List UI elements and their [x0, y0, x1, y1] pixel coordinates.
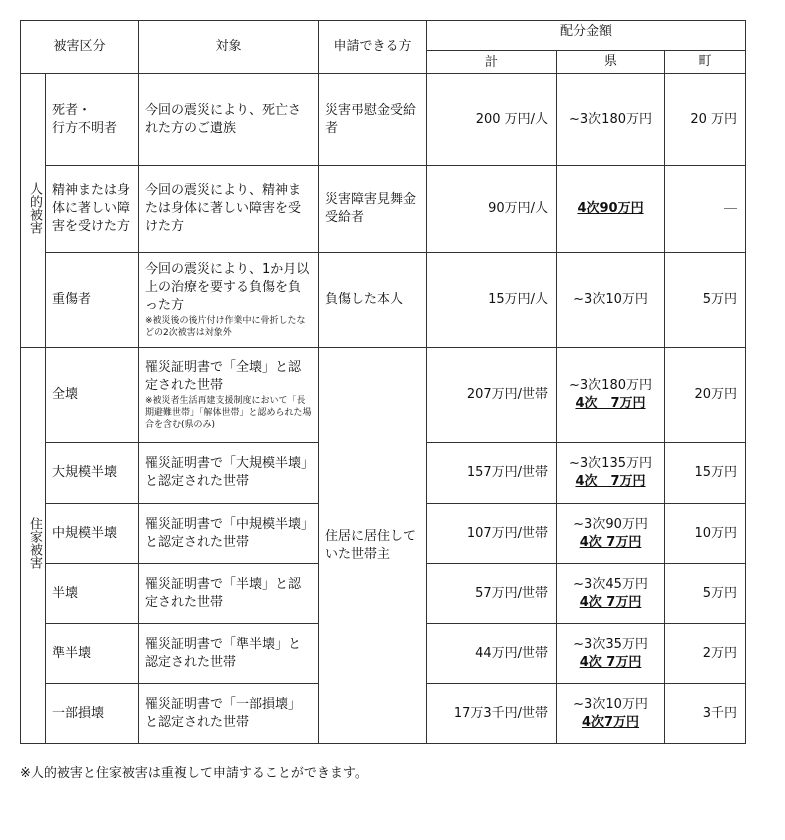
- applicant-cell: 災害障害見舞金受給者: [319, 166, 427, 253]
- damage-class-label: 中規模半壊: [52, 525, 118, 541]
- damage-class-label: 行方不明者: [52, 120, 118, 136]
- header-amount: 配分金額: [427, 21, 746, 51]
- target-text: 罹災証明書で「準半壊」と認定された世帯: [145, 636, 302, 670]
- total-amount: 207万円/世帯: [427, 348, 557, 443]
- prefecture-line: 4次 7万円: [575, 474, 646, 489]
- prefecture-line: ~3次90万円: [573, 516, 648, 532]
- header-category: 被害区分: [21, 21, 139, 74]
- damage-class-cell: [46, 443, 139, 504]
- table-row: [21, 348, 746, 443]
- prefecture-line: 4次7万円: [581, 714, 640, 730]
- prefecture-amount: [557, 166, 665, 253]
- town-amount: 3千円: [665, 684, 746, 744]
- prefecture-line: 4次 7万円: [575, 396, 646, 411]
- damage-class-cell: [46, 253, 139, 348]
- table-row: [21, 74, 746, 166]
- target-cell: [139, 253, 319, 348]
- target-text: 罹災証明書で「半壊」と認定された世帯: [145, 576, 302, 610]
- target-text: 今回の震災により、死亡された方のご遺族: [145, 102, 302, 136]
- prefecture-amount: [557, 684, 665, 744]
- prefecture-amount: [557, 74, 665, 166]
- damage-class-cell: [46, 564, 139, 624]
- prefecture-line: ~3次180万円: [569, 111, 652, 127]
- damage-class-label: 一部損壊: [52, 705, 105, 721]
- target-cell: [139, 624, 319, 684]
- damage-class-cell: [46, 504, 139, 564]
- table-row: [21, 166, 746, 253]
- target-text: 今回の震災により、1か月以上の治療を要する負傷を負った方: [145, 262, 310, 313]
- total-amount: 44万円/世帯: [427, 624, 557, 684]
- table-row: [21, 253, 746, 348]
- damage-class-label: 準半壊: [52, 645, 92, 661]
- target-text: 罹災証明書で「一部損壊」と認定された世帯: [145, 696, 302, 730]
- total-amount: 157万円/世帯: [427, 443, 557, 504]
- damage-class-cell: [46, 624, 139, 684]
- group-label: 人的被害: [27, 181, 42, 234]
- prefecture-line: 4次 7万円: [579, 534, 642, 550]
- header-prefecture: 県: [557, 51, 665, 74]
- prefecture-line: ~3次135万円: [569, 456, 652, 471]
- prefecture-amount: [557, 504, 665, 564]
- prefecture-amount: [557, 443, 665, 504]
- prefecture-amount: [557, 253, 665, 348]
- target-cell: [139, 504, 319, 564]
- target-cell: [139, 74, 319, 166]
- header-town: 町: [665, 51, 746, 74]
- damage-class-label: 全壊: [52, 387, 79, 402]
- target-note: ※被災後の後片付け作業中に骨折したなどの2次被害は対象外: [145, 316, 306, 338]
- town-amount: 15万円: [665, 443, 746, 504]
- header-applicant: 申請できる方: [319, 21, 427, 74]
- allocation-table: [20, 20, 746, 744]
- prefecture-line: ~3次45万円: [573, 576, 648, 592]
- prefecture-line: 4次 7万円: [579, 654, 642, 670]
- damage-class-cell: [46, 166, 139, 253]
- prefecture-amount: [557, 348, 665, 443]
- prefecture-line: ~3次10万円: [573, 292, 648, 307]
- target-text: 罹災証明書で「大規模半壊」と認定された世帯: [145, 456, 308, 489]
- damage-class-cell: [46, 684, 139, 744]
- target-cell: [139, 348, 319, 443]
- town-amount: 10万円: [665, 504, 746, 564]
- total-amount: 15万円/人: [427, 253, 557, 348]
- applicant-cell: 災害弔慰金受給者: [319, 74, 427, 166]
- header-total: 計: [427, 51, 557, 74]
- town-amount: ―: [665, 166, 746, 253]
- prefecture-line: 4次90万円: [577, 201, 644, 216]
- target-note: ※被災者生活再建支援制度において「長期避難世帯」「解体世帯」と認められた場合を含む(県のみ): [145, 396, 312, 430]
- prefecture-amount: [557, 564, 665, 624]
- town-amount: 2万円: [665, 624, 746, 684]
- total-amount: 90万円/人: [427, 166, 557, 253]
- town-amount: 20 万円: [665, 74, 746, 166]
- prefecture-amount: [557, 624, 665, 684]
- total-amount: 57万円/世帯: [427, 564, 557, 624]
- total-amount: 17万3千円/世帯: [427, 684, 557, 744]
- group-label: 住家被害: [27, 516, 42, 569]
- prefecture-line: 4次 7万円: [579, 594, 642, 610]
- prefecture-line: ~3次180万円: [569, 378, 652, 393]
- target-text: 今回の震災により、精神または身体に著しい障害を受けた方: [145, 183, 302, 234]
- damage-class-label: 重傷者: [52, 292, 92, 307]
- applicant-cell: 住居に居住していた世帯主: [319, 348, 427, 744]
- damage-class-cell: [46, 348, 139, 443]
- applicant-cell: 負傷した本人: [319, 253, 427, 348]
- prefecture-line: ~3次10万円: [573, 696, 648, 712]
- damage-class-label: 死者・: [52, 102, 92, 118]
- town-amount: 20万円: [665, 348, 746, 443]
- damage-class-label: 大規模半壊: [52, 465, 118, 480]
- target-cell: [139, 684, 319, 744]
- total-amount: 107万円/世帯: [427, 504, 557, 564]
- town-amount: 5万円: [665, 564, 746, 624]
- footnote: ※人的被害と住家被害は重複して申請することができます。: [20, 766, 368, 781]
- target-cell: [139, 564, 319, 624]
- damage-class-cell: [46, 74, 139, 166]
- group-cell-human: [21, 74, 46, 348]
- target-text: 罹災証明書で「全壊」と認定された世帯: [145, 360, 302, 393]
- damage-class-label: 精神または身体に著しい障害を受けた方: [52, 183, 131, 234]
- town-amount: 5万円: [665, 253, 746, 348]
- damage-class-label: 半壊: [52, 585, 79, 601]
- group-cell-house: [21, 348, 46, 744]
- header-target: 対象: [139, 21, 319, 74]
- target-cell: [139, 166, 319, 253]
- target-text: 罹災証明書で「中規模半壊」と認定された世帯: [145, 516, 308, 550]
- total-amount: 200 万円/人: [427, 74, 557, 166]
- prefecture-line: ~3次35万円: [573, 636, 648, 652]
- target-cell: [139, 443, 319, 504]
